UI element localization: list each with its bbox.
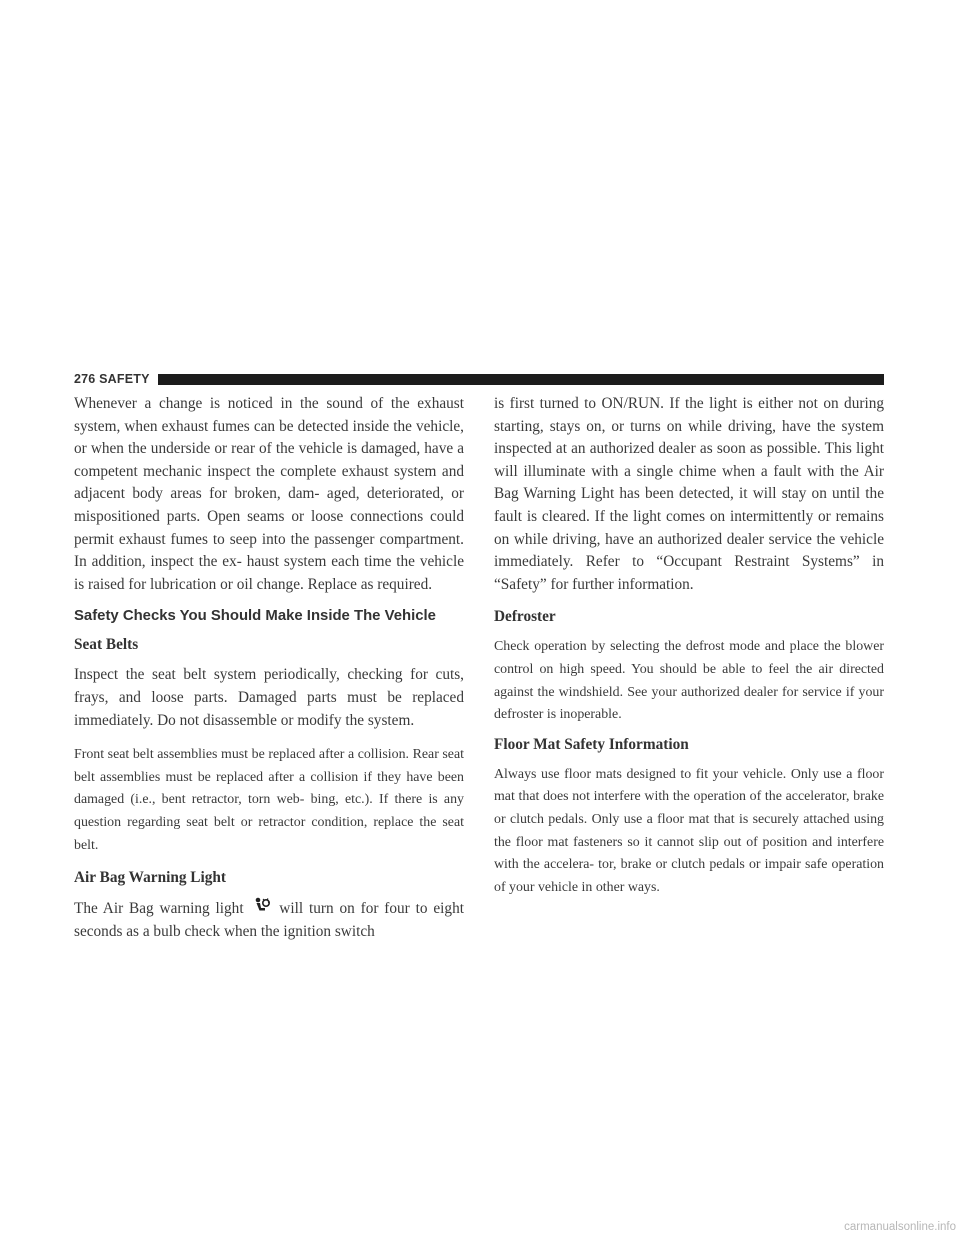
- airbag-paragraph: [74, 897, 464, 943]
- seat-belts-paragraph-1: Inspect the seat belt system periodically, checking for cuts, frays, and loose parts. Damaged parts must be replaced immediately. Do not disassemble or modify the system.: [74, 666, 464, 729]
- exhaust-paragraph: Whenever a change is noticed in the sound of the exhaust system, when exhaust fumes can be detected inside the vehicle, or when the underside or rear of the vehicle is damaged, have a competent mechanic inspect the complete exhaust system and adjacent body areas for broken, dam- aged, deteriorated, or mispositioned parts. Open seams or loose connections could permit exhaust fumes to seep into the passenger compartment. In addition, inspect the ex- haust system each time the vehicle is raised for lubrication or oil change. Replace as required.: [74, 395, 464, 593]
- airbag-text-before: The Air Bag warning light: [74, 900, 244, 918]
- left-column: [74, 393, 464, 955]
- header-rule: [158, 374, 884, 385]
- right-column: [494, 393, 884, 911]
- airbag-warning-icon: [251, 897, 271, 915]
- airbag-text-after: will turn on for four to eight seconds as a bulb check when the ignition switch: [74, 900, 464, 940]
- airbag-heading: Air Bag Warning Light: [74, 869, 227, 887]
- defroster-paragraph: Check operation by selecting the defrost mode and place the blower control on high speed. You should be able to feel the air directed against the windshield. See your authorized dealer for service if your defroster is inoperable.: [494, 639, 884, 723]
- airbag-continued-paragraph: is first turned to ON/RUN. If the light is either not on during starting, stays on, or turns on while driving, have the system inspected at an authorized dealer as soon as possible. This light will illuminate with a single chime when a fault with the Air Bag Warning Light has been detected, it will stay on until the fault is cleared. If the light comes on intermittently or remains on while driving, have an authorized dealer service the vehicle immediately. Refer to “Occupant Restraint Systems” in “Safety” for further information.: [494, 395, 884, 593]
- page-header: [74, 371, 884, 387]
- section-heading: Safety Checks You Should Make Inside The Vehicle: [74, 608, 436, 625]
- floor-mat-heading: Floor Mat Safety Information: [494, 735, 689, 753]
- watermark: carmanualsonline.info: [844, 1221, 956, 1233]
- seat-belts-heading: Seat Belts: [74, 636, 139, 654]
- page-number-section: 276 SAFETY: [74, 372, 150, 386]
- defroster-heading: Defroster: [494, 608, 556, 626]
- seat-belts-paragraph-2: Front seat belt assemblies must be replaced after a collision. Rear seat belt assemblies must be replaced after a collision if they have been damaged (i.e., bent retractor, torn web- bing, etc.). If there is any question regarding seat belt or retractor condition, replace the seat belt.: [74, 747, 464, 853]
- floor-mat-paragraph: Always use floor mats designed to fit your vehicle. Only use a floor mat that does not interfere with the operation of the accelerator, brake or clutch pedals. Only use a floor mat that is securely attached using the floor mat fasteners so it cannot slip out of position and interfere with the accelera- tor, brake or clutch pedals or impair safe operation of your vehicle in other ways.: [494, 766, 884, 895]
